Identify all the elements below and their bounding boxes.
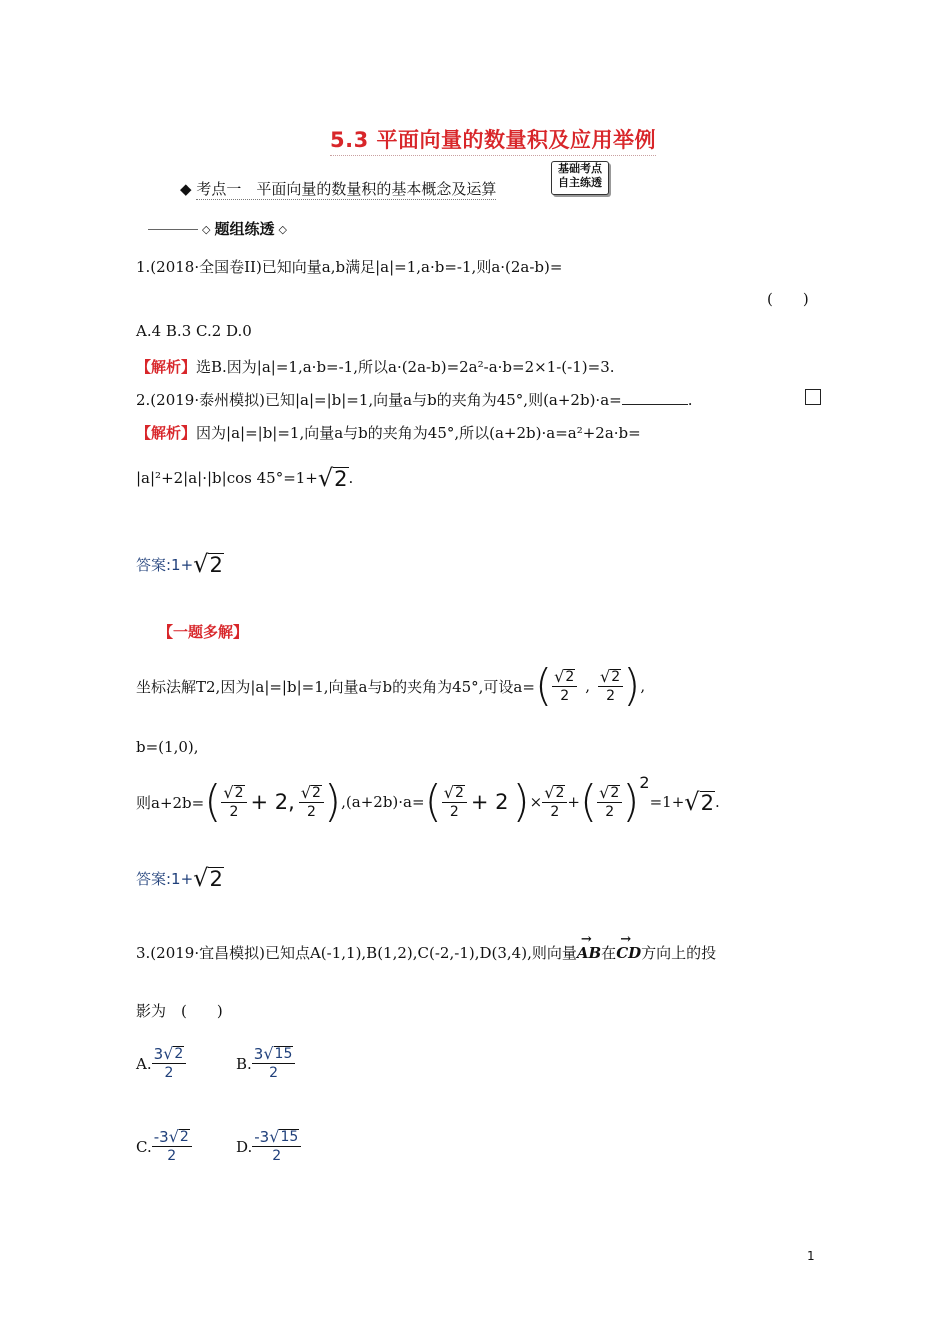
a-plus-2b-line: 则a+2b= ( √ 2 2 + 2, √ 2 2 ) ,(a+2b)·a= ( √ 2 2 + 2 ) × √ 2 2 + ( √ 2 2 ) 2 =1+ √ 2 . bbox=[136, 772, 720, 827]
sqrt-expr: √ 2 bbox=[684, 788, 714, 816]
q2-answer-2 bbox=[136, 866, 224, 890]
vector-cd: → CD bbox=[616, 944, 641, 962]
checkbox-icon bbox=[805, 389, 821, 405]
badge-line-2: 自主练透 bbox=[558, 176, 602, 189]
section-header-text: 题组练透 bbox=[214, 220, 275, 238]
coord-method-line: 坐标法解T2,因为|a|=|b|=1,向量a与b的夹角为45°,可设a= ( √ 2 2 , √ 2 2 ) , bbox=[136, 660, 646, 711]
q1-analysis bbox=[136, 356, 615, 377]
answer-label: 答案:1+ bbox=[136, 869, 194, 888]
badge-line-1: 基础考点 bbox=[558, 162, 602, 175]
frac-sqrt2-over-2: √ 2 2 bbox=[442, 784, 467, 821]
q3-option-b: B. 3 √ 15 2 bbox=[236, 1045, 295, 1082]
q3-line2: 影为 ( ) bbox=[136, 1002, 223, 1020]
q3-option-c: C. -3 √ 2 2 bbox=[136, 1128, 192, 1165]
analysis-text: 因为|a|=|b|=1,向量a与b的夹角为45°,所以(a+2b)·a=a²+2a·b= bbox=[196, 424, 641, 442]
q3-stem: 3.(2019·宜昌模拟)已知点A(-1,1),B(1,2),C(-2,-1),D(3,4),则向量 bbox=[136, 944, 577, 962]
q2-analysis bbox=[136, 422, 641, 443]
kaodian-heading bbox=[180, 178, 496, 199]
b-definition: b=(1,0), bbox=[136, 738, 199, 756]
q3-option-d: D. -3 √ 15 2 bbox=[236, 1128, 301, 1165]
frac-sqrt2-over-2: √ 2 2 bbox=[221, 784, 246, 821]
multi-solution-label: 【一题多解】 bbox=[158, 623, 249, 641]
frac-sqrt2-over-2: √ 2 2 bbox=[552, 668, 577, 705]
q2-text bbox=[136, 389, 693, 410]
frac-sqrt2-over-2: √ 2 2 bbox=[597, 784, 622, 821]
q3-option-a: A. 3 √ 2 2 bbox=[136, 1045, 186, 1082]
diamond-icon: ◇ bbox=[202, 223, 211, 236]
analysis-label: 【解析】 bbox=[136, 424, 197, 442]
page-title: 5.3 平面向量的数量积及应用举例 bbox=[330, 124, 656, 156]
frac-sqrt2-over-2: √ 2 2 bbox=[598, 668, 623, 705]
kaodian-badge bbox=[551, 161, 609, 195]
plus-two: + 2 bbox=[470, 790, 509, 814]
sqrt-expr: √ 2 bbox=[193, 864, 223, 892]
diamond-bullet-icon: ◆ bbox=[180, 180, 192, 198]
sqrt-expr: √ 2 bbox=[317, 464, 348, 492]
diamond-icon: ◇ bbox=[278, 223, 287, 236]
dot-text: ,(a+2b)·a= bbox=[341, 793, 425, 811]
answer-label: 答案:1+ bbox=[136, 555, 194, 574]
plus-two: + 2, bbox=[250, 790, 295, 814]
section-header bbox=[148, 218, 291, 239]
kaodian-text: 考点一 平面向量的数量积的基本概念及运算 bbox=[196, 180, 497, 198]
q2-answer bbox=[136, 552, 224, 576]
then-text: 则a+2b= bbox=[136, 793, 205, 812]
answer-blank bbox=[622, 404, 688, 405]
page-number: 1 bbox=[807, 1249, 815, 1263]
coord-text: 坐标法解T2,因为|a|=|b|=1,向量a与b的夹角为45°,可设a= bbox=[136, 677, 535, 696]
sqrt-expr: √ 2 bbox=[193, 550, 223, 578]
power-exponent: 2 bbox=[639, 772, 650, 792]
vector-ab: → AB bbox=[577, 944, 601, 962]
q2-end: . bbox=[687, 391, 693, 409]
frac-sqrt2-over-2: √ 2 2 bbox=[299, 784, 324, 821]
q1-options: A.4 B.3 C.2 D.0 bbox=[136, 322, 252, 340]
divider bbox=[148, 229, 198, 230]
q3-text: 3.(2019·宜昌模拟)已知点A(-1,1),B(1,2),C(-2,-1),D(3,4),则向量→ AB在→ CD方向上的投 bbox=[136, 942, 716, 963]
line2-text: |a|²+2|a|·|b|cos 45°=1+ bbox=[136, 469, 318, 487]
q2-stem: 2.(2019·泰州模拟)已知|a|=|b|=1,向量a与b的夹角为45°,则(a+2b)·a= bbox=[136, 391, 622, 409]
analysis-label: 【解析】 bbox=[136, 358, 197, 376]
plus-sign: + bbox=[567, 793, 580, 811]
analysis-text: 选B.因为|a|=1,a·b=-1,所以a·(2a-b)=2a²-a·b=2×1-(-1)=3. bbox=[196, 358, 615, 376]
times-sign: × bbox=[529, 793, 543, 811]
result-text: =1+ bbox=[649, 793, 685, 811]
q1-paren: ( ) bbox=[767, 290, 809, 308]
q1-text: 1.(2018·全国卷II)已知向量a,b满足|a|=1,a·b=-1,则a·(2a-b)= bbox=[136, 258, 563, 276]
frac-sqrt2-over-2: √ 2 2 bbox=[542, 784, 567, 821]
q2-analysis-line2: |a|²+2|a|·|b|cos 45°=1+ √ 2 . bbox=[136, 464, 354, 492]
